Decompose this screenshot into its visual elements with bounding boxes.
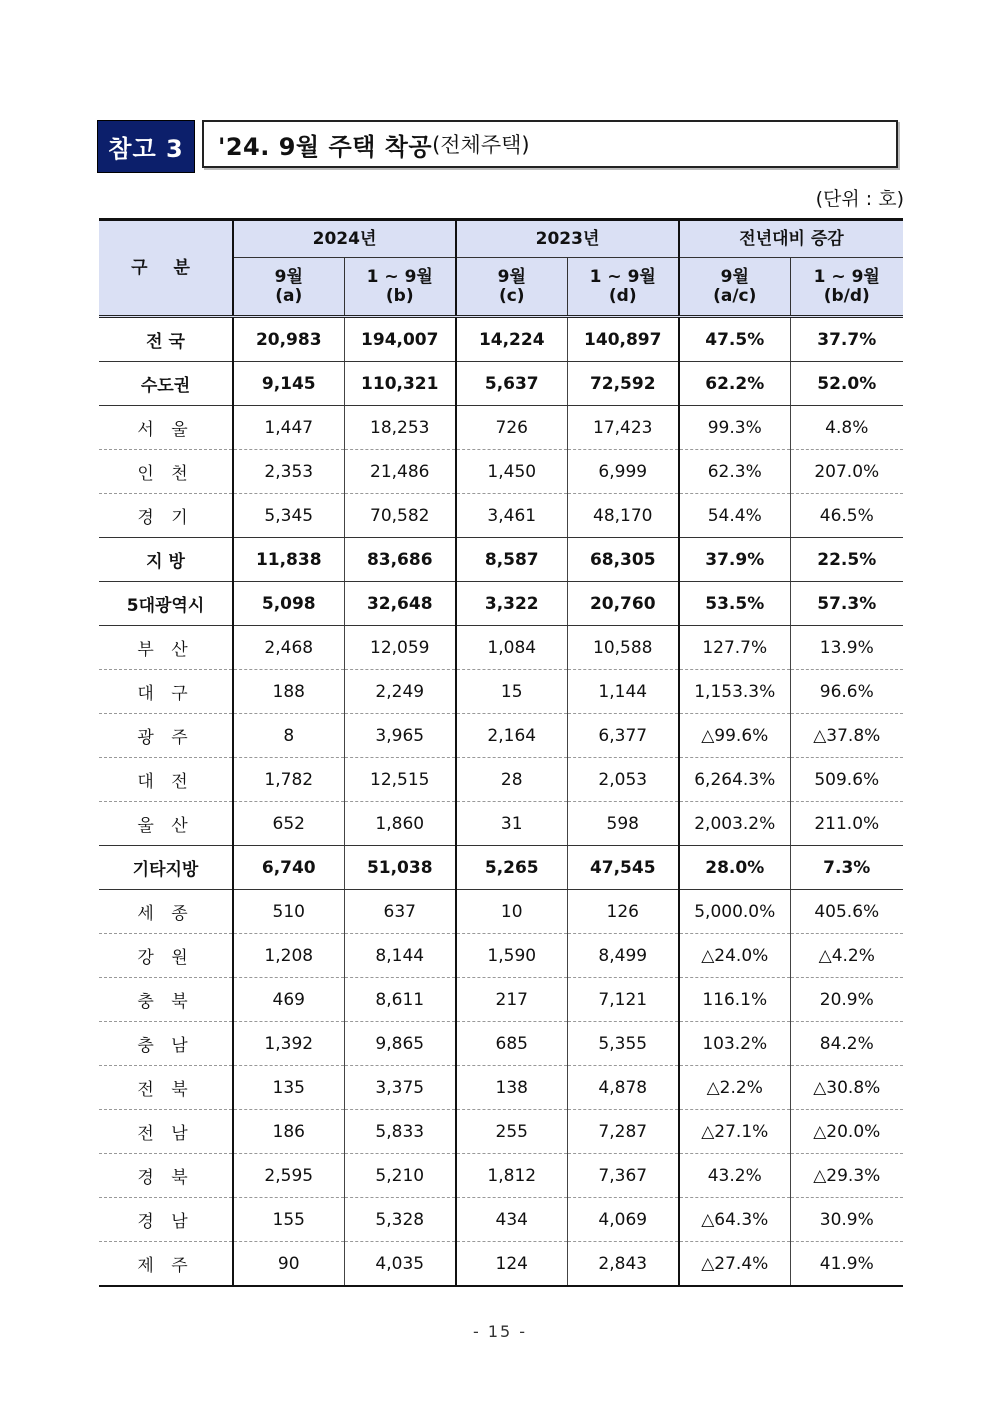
table-cell: 194,007 <box>344 317 456 362</box>
table-cell: 99.3% <box>679 406 790 450</box>
table-row <box>99 538 903 582</box>
table-cell: 1,392 <box>233 1022 344 1066</box>
header-year-2023: 2023년 <box>456 220 679 258</box>
page-subtitle: (전체주택) <box>432 133 530 157</box>
table-row <box>99 450 903 494</box>
table-cell: 637 <box>344 890 456 934</box>
table-cell: 17,423 <box>567 406 679 450</box>
table-cell: 1,860 <box>344 802 456 846</box>
table-cell: 20,983 <box>233 317 344 362</box>
table-cell: 62.2% <box>679 362 790 406</box>
row-label: 대 전 <box>99 758 233 802</box>
table-cell: 48,170 <box>567 494 679 538</box>
table-cell: 31 <box>456 802 567 846</box>
table-cell: 140,897 <box>567 317 679 362</box>
table-cell: 5,345 <box>233 494 344 538</box>
table-cell: 1,590 <box>456 934 567 978</box>
table-cell: 1,812 <box>456 1154 567 1198</box>
table-cell: 469 <box>233 978 344 1022</box>
table-row <box>99 802 903 846</box>
table-cell: 255 <box>456 1110 567 1154</box>
table-cell: 5,210 <box>344 1154 456 1198</box>
table-cell: △27.1% <box>679 1110 790 1154</box>
table-cell: 103.2% <box>679 1022 790 1066</box>
row-label: 수도권 <box>99 362 233 406</box>
table-row <box>99 1242 903 1287</box>
table-row <box>99 890 903 934</box>
table-cell: 37.9% <box>679 538 790 582</box>
table-cell: 6,740 <box>233 846 344 890</box>
table-cell: 90 <box>233 1242 344 1287</box>
table-cell: 217 <box>456 978 567 1022</box>
table-cell: 126 <box>567 890 679 934</box>
header-col-b: 1 ~ 9월 (b) <box>344 258 456 317</box>
table-row <box>99 1110 903 1154</box>
table-cell: 84.2% <box>790 1022 903 1066</box>
row-label: 기타지방 <box>99 846 233 890</box>
table-cell: 83,686 <box>344 538 456 582</box>
table-row <box>99 1154 903 1198</box>
table-cell: 2,249 <box>344 670 456 714</box>
table-row <box>99 934 903 978</box>
table-cell: 9,145 <box>233 362 344 406</box>
table-cell: 5,265 <box>456 846 567 890</box>
table-cell: 8 <box>233 714 344 758</box>
table-cell: 5,328 <box>344 1198 456 1242</box>
table-cell: 22.5% <box>790 538 903 582</box>
table-cell: 10,588 <box>567 626 679 670</box>
row-label: 경 남 <box>99 1198 233 1242</box>
table-cell: 1,153.3% <box>679 670 790 714</box>
table-cell: 5,098 <box>233 582 344 626</box>
row-label: 부 산 <box>99 626 233 670</box>
table-cell: 7,287 <box>567 1110 679 1154</box>
row-label: 광 주 <box>99 714 233 758</box>
table-cell: 2,053 <box>567 758 679 802</box>
table-cell: 3,461 <box>456 494 567 538</box>
page-title: '24. 9월 주택 착공 <box>218 132 433 161</box>
table-cell: 8,611 <box>344 978 456 1022</box>
table-cell: 5,000.0% <box>679 890 790 934</box>
table-cell: 28.0% <box>679 846 790 890</box>
table-cell: 405.6% <box>790 890 903 934</box>
table-row <box>99 317 903 362</box>
table-cell: 15 <box>456 670 567 714</box>
table-row <box>99 582 903 626</box>
table-cell: △37.8% <box>790 714 903 758</box>
housing-starts-table <box>99 218 903 1287</box>
table-cell: 32,648 <box>344 582 456 626</box>
reference-badge: 참고 3 <box>97 120 195 173</box>
table-cell: 6,999 <box>567 450 679 494</box>
table-cell: 53.5% <box>679 582 790 626</box>
table-cell: 207.0% <box>790 450 903 494</box>
table-row <box>99 1022 903 1066</box>
table-cell: 434 <box>456 1198 567 1242</box>
row-label: 세 종 <box>99 890 233 934</box>
table-cell: 9,865 <box>344 1022 456 1066</box>
table-cell: 13.9% <box>790 626 903 670</box>
table-cell: 7.3% <box>790 846 903 890</box>
table-row <box>99 1066 903 1110</box>
table-cell: 188 <box>233 670 344 714</box>
table-cell: 138 <box>456 1066 567 1110</box>
table-cell: 211.0% <box>790 802 903 846</box>
table-cell: 2,843 <box>567 1242 679 1287</box>
table-cell: 70,582 <box>344 494 456 538</box>
row-label: 강 원 <box>99 934 233 978</box>
row-label: 전 남 <box>99 1110 233 1154</box>
table-cell: 20,760 <box>567 582 679 626</box>
header-year-2024: 2024년 <box>233 220 456 258</box>
table-cell: 4,035 <box>344 1242 456 1287</box>
table-cell: 41.9% <box>790 1242 903 1287</box>
table-cell: 28 <box>456 758 567 802</box>
table-cell: 7,121 <box>567 978 679 1022</box>
table-row <box>99 494 903 538</box>
title-row <box>97 120 903 173</box>
table-cell: 68,305 <box>567 538 679 582</box>
table-cell: 5,355 <box>567 1022 679 1066</box>
table-cell: 8,499 <box>567 934 679 978</box>
table-cell: 127.7% <box>679 626 790 670</box>
table-row <box>99 978 903 1022</box>
table-cell: 1,084 <box>456 626 567 670</box>
table-cell: 57.3% <box>790 582 903 626</box>
page-number: - 15 - <box>472 1322 528 1341</box>
table-cell: 7,367 <box>567 1154 679 1198</box>
table-cell: 652 <box>233 802 344 846</box>
table-cell: 43.2% <box>679 1154 790 1198</box>
table-row <box>99 714 903 758</box>
table-cell: 124 <box>456 1242 567 1287</box>
table-cell: △29.3% <box>790 1154 903 1198</box>
table-cell: 186 <box>233 1110 344 1154</box>
table-cell: 47.5% <box>679 317 790 362</box>
header-yoy: 전년대비 증감 <box>679 220 903 258</box>
header-col-d: 1 ~ 9월 (d) <box>567 258 679 317</box>
header-col-ac: 9월 (a/c) <box>679 258 790 317</box>
table-cell: 62.3% <box>679 450 790 494</box>
table-cell: 598 <box>567 802 679 846</box>
table-cell: 1,447 <box>233 406 344 450</box>
table-cell: 116.1% <box>679 978 790 1022</box>
table-cell: 3,375 <box>344 1066 456 1110</box>
table-cell: 96.6% <box>790 670 903 714</box>
table-cell: 685 <box>456 1022 567 1066</box>
header-col-a: 9월 (a) <box>233 258 344 317</box>
table-cell: 509.6% <box>790 758 903 802</box>
header-col-bd: 1 ~ 9월 (b/d) <box>790 258 903 317</box>
table-cell: 8,144 <box>344 934 456 978</box>
table-cell: 2,164 <box>456 714 567 758</box>
table-row <box>99 758 903 802</box>
table-cell: 1,144 <box>567 670 679 714</box>
table-body <box>99 317 903 1287</box>
table-cell: 110,321 <box>344 362 456 406</box>
table-cell: 5,637 <box>456 362 567 406</box>
table-cell: 5,833 <box>344 1110 456 1154</box>
table-cell: 52.0% <box>790 362 903 406</box>
table-row <box>99 626 903 670</box>
row-label: 전 북 <box>99 1066 233 1110</box>
table-cell: 14,224 <box>456 317 567 362</box>
table-cell: 2,595 <box>233 1154 344 1198</box>
table-cell: 155 <box>233 1198 344 1242</box>
table-cell: 11,838 <box>233 538 344 582</box>
table-cell: 46.5% <box>790 494 903 538</box>
row-label: 경 북 <box>99 1154 233 1198</box>
table-cell: △4.2% <box>790 934 903 978</box>
title-box <box>202 120 898 168</box>
row-label: 충 남 <box>99 1022 233 1066</box>
row-label: 서 울 <box>99 406 233 450</box>
table-cell: 4,878 <box>567 1066 679 1110</box>
table-cell: 6,377 <box>567 714 679 758</box>
row-label: 충 북 <box>99 978 233 1022</box>
table-cell: △64.3% <box>679 1198 790 1242</box>
table-cell: 12,059 <box>344 626 456 670</box>
table-cell: △30.8% <box>790 1066 903 1110</box>
header-col-c: 9월 (c) <box>456 258 567 317</box>
table-cell: 10 <box>456 890 567 934</box>
row-label: 지 방 <box>99 538 233 582</box>
table-cell: △24.0% <box>679 934 790 978</box>
table-cell: △27.4% <box>679 1242 790 1287</box>
table-cell: 21,486 <box>344 450 456 494</box>
table-cell: 1,208 <box>233 934 344 978</box>
table-cell: 72,592 <box>567 362 679 406</box>
table-cell: 51,038 <box>344 846 456 890</box>
table-cell: 47,545 <box>567 846 679 890</box>
row-label: 제 주 <box>99 1242 233 1287</box>
row-label: 경 기 <box>99 494 233 538</box>
table-cell: 12,515 <box>344 758 456 802</box>
table-row <box>99 406 903 450</box>
table-cell: 18,253 <box>344 406 456 450</box>
table-cell: 6,264.3% <box>679 758 790 802</box>
table-cell: △99.6% <box>679 714 790 758</box>
table-cell: 2,353 <box>233 450 344 494</box>
table-cell: △2.2% <box>679 1066 790 1110</box>
unit-label: (단위 : 호) <box>815 188 904 210</box>
row-label: 인 천 <box>99 450 233 494</box>
table-row <box>99 1198 903 1242</box>
table-cell: 510 <box>233 890 344 934</box>
table-row <box>99 670 903 714</box>
table-cell: 54.4% <box>679 494 790 538</box>
table-cell: 37.7% <box>790 317 903 362</box>
table-cell: 30.9% <box>790 1198 903 1242</box>
row-label: 대 구 <box>99 670 233 714</box>
row-label: 전 국 <box>99 317 233 362</box>
table-cell: 2,003.2% <box>679 802 790 846</box>
header-category: 구 분 <box>99 220 233 317</box>
table-cell: 4.8% <box>790 406 903 450</box>
row-label: 5대광역시 <box>99 582 233 626</box>
table-cell: 3,322 <box>456 582 567 626</box>
table-cell: 3,965 <box>344 714 456 758</box>
table-row <box>99 362 903 406</box>
table-cell: 1,782 <box>233 758 344 802</box>
table-row <box>99 846 903 890</box>
table-cell: 726 <box>456 406 567 450</box>
table-cell: 20.9% <box>790 978 903 1022</box>
table-cell: 4,069 <box>567 1198 679 1242</box>
table-cell: △20.0% <box>790 1110 903 1154</box>
table-cell: 135 <box>233 1066 344 1110</box>
table-cell: 2,468 <box>233 626 344 670</box>
table-cell: 8,587 <box>456 538 567 582</box>
table-cell: 1,450 <box>456 450 567 494</box>
row-label: 울 산 <box>99 802 233 846</box>
